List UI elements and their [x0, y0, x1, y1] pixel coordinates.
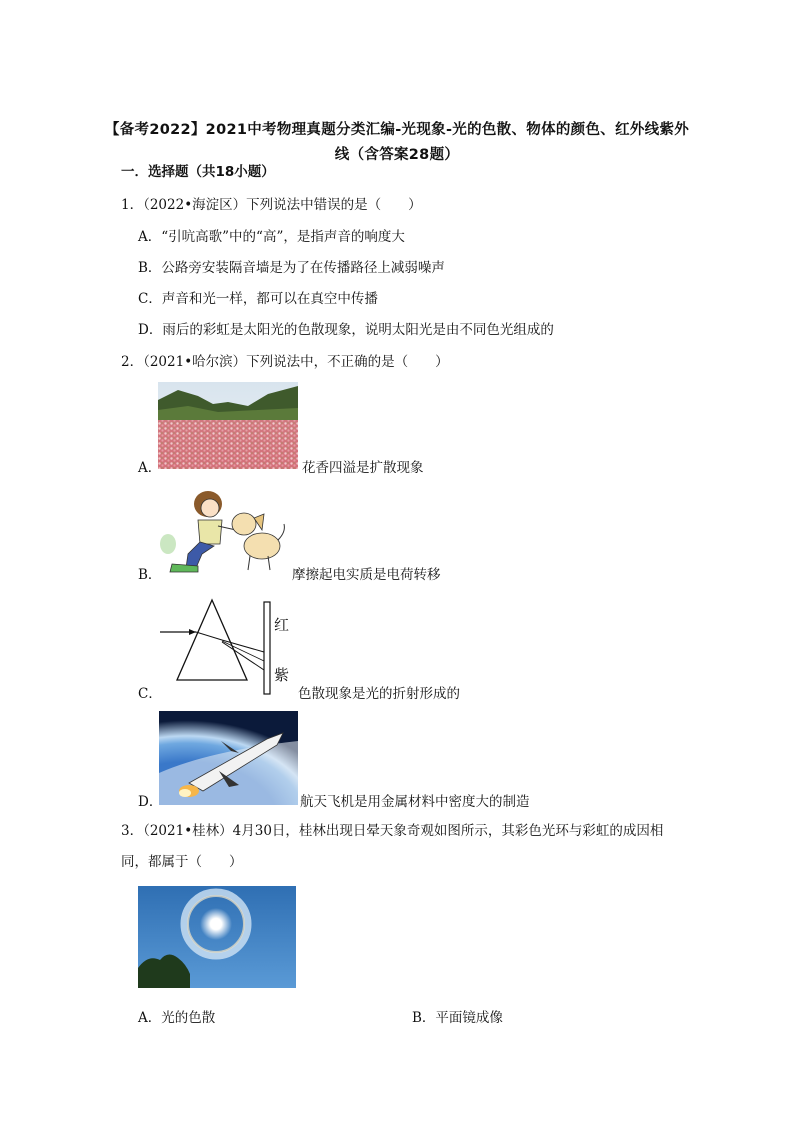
q2-option-c-letter: C．	[138, 686, 162, 702]
q2-option-c-text: 色散现象是光的折射形成的	[298, 686, 460, 702]
q2-option-a-text: 花香四溢是扩散现象	[302, 460, 424, 476]
q1-option-b: B．公路旁安装隔音墙是为了在传播路径上减弱噪声	[138, 260, 445, 276]
flower-field-image	[158, 382, 298, 469]
q1-stem: 1．（2022•海淀区）下列说法中错误的是（ ）	[121, 197, 422, 213]
prism-dispersion-diagram	[160, 594, 295, 698]
prism-label-violet: 紫	[274, 666, 290, 684]
sun-halo-image	[138, 886, 296, 988]
q3-stem-line1: 3．（2021•桂林）4月30日，桂林出现日晕天象奇观如图所示，其彩色光环与彩虹的成因相	[121, 823, 664, 839]
q2-option-b-text: 摩擦起电实质是电荷转移	[292, 567, 441, 583]
q2-option-b-letter: B．	[138, 567, 162, 583]
q1-option-a: A．“引吭高歌”中的“高”，是指声音的响度大	[138, 229, 405, 245]
q1-option-c: C．声音和光一样，都可以在真空中传播	[138, 291, 378, 307]
space-shuttle-image	[159, 711, 298, 805]
q2-option-d-letter: D．	[138, 794, 163, 810]
girl-dog-cartoon-image	[158, 484, 290, 578]
q3-option-a: A．光的色散	[138, 1010, 216, 1026]
document-title: 【备考2022】2021中考物理真题分类汇编-光现象-光的色散、物体的颜色、红外线紫外线（含答案28题）	[104, 122, 690, 163]
q3-stem-line2: 同，都属于（ ）	[121, 854, 243, 870]
q1-option-d: D．雨后的彩虹是太阳光的色散现象，说明太阳光是由不同色光组成的	[138, 322, 554, 338]
prism-label-red: 红	[274, 616, 290, 634]
q2-stem: 2．（2021•哈尔滨）下列说法中，不正确的是（ ）	[121, 354, 449, 370]
q2-option-a-letter: A．	[138, 460, 162, 476]
q2-option-d-text: 航天飞机是用金属材料中密度大的制造	[300, 794, 530, 810]
section-heading: 一．选择题（共18小题）	[121, 164, 275, 180]
q3-option-b: B．平面镜成像	[412, 1010, 503, 1026]
